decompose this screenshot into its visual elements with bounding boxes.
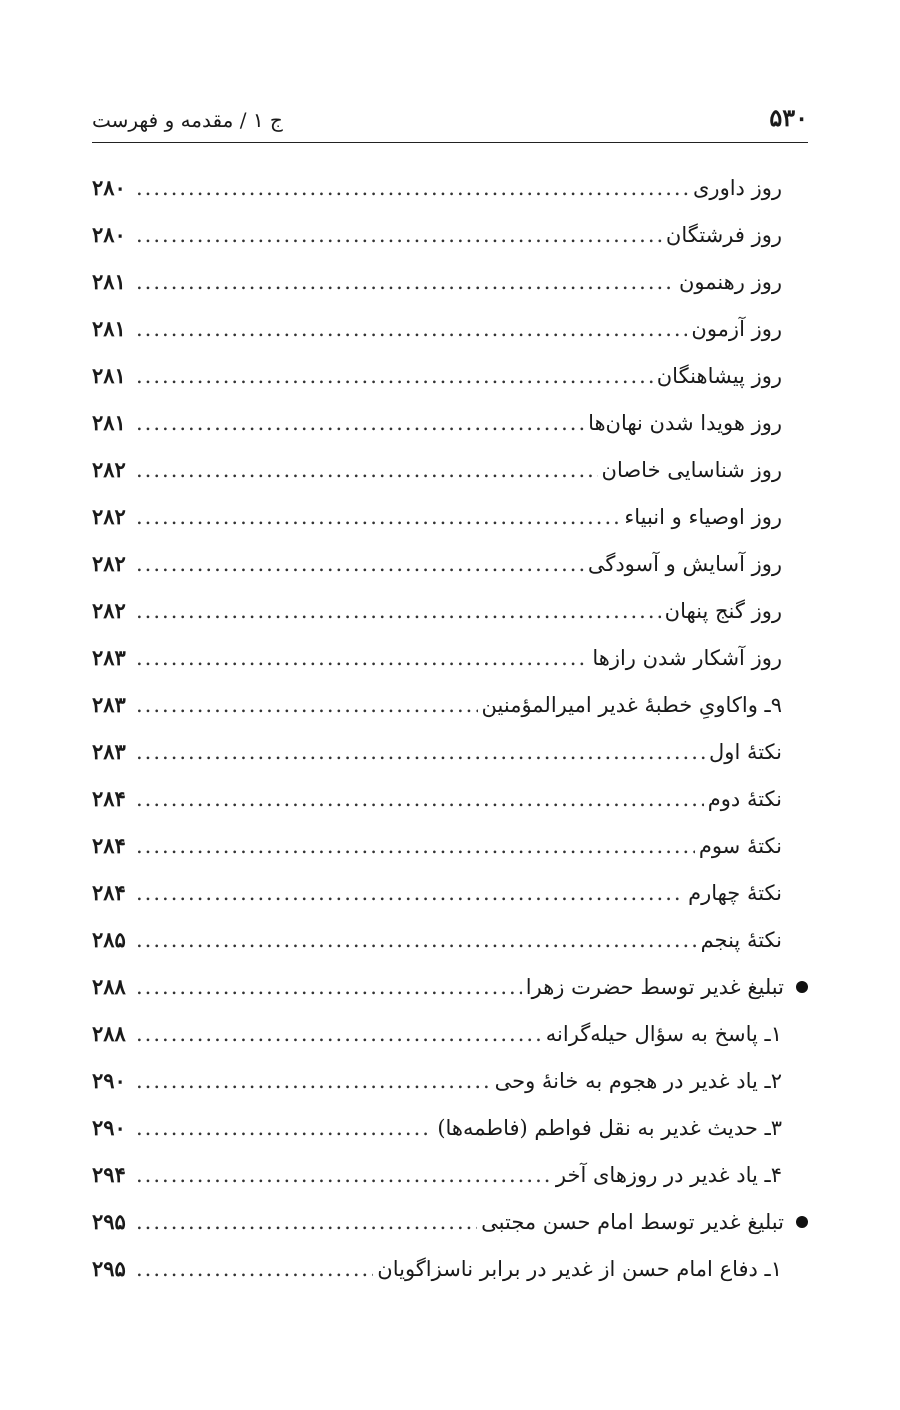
dot-leader <box>136 1257 373 1281</box>
toc-entry <box>92 728 782 775</box>
dot-leader <box>136 1069 491 1093</box>
toc-entry-label: نکتهٔ سوم <box>698 833 782 858</box>
toc-entry-label: تبلیغ غدیر توسط امام حسن مجتبی <box>481 1209 784 1234</box>
dot-leader <box>136 270 675 294</box>
page-number: ۵۳۰ <box>769 103 808 132</box>
dot-leader <box>136 928 697 952</box>
dot-leader <box>136 411 584 435</box>
toc-entry-page: ۲۸۱ <box>92 363 126 388</box>
toc-entry-page: ۲۸۰ <box>92 222 126 247</box>
toc-entry <box>92 822 782 869</box>
dot-leader <box>136 787 704 811</box>
dot-leader <box>136 1163 552 1187</box>
toc-entry-page: ۲۸۸ <box>92 974 126 999</box>
toc-entry <box>92 1104 782 1151</box>
toc-entry <box>92 634 782 681</box>
toc-entry-label: ۳ـ حدیث غدیر به نقل فواطم (فاطمه‌ها) <box>437 1115 782 1140</box>
toc-entry <box>92 258 782 305</box>
dot-leader <box>136 317 687 341</box>
toc-entry <box>92 1010 782 1057</box>
toc-entry-page: ۲۹۴ <box>92 1162 126 1187</box>
dot-leader <box>136 881 684 905</box>
toc-entry-page: ۲۸۵ <box>92 927 126 952</box>
toc-entry <box>92 587 782 634</box>
bullet-icon <box>796 1216 808 1228</box>
toc-entry <box>92 446 782 493</box>
toc-entry <box>92 399 782 446</box>
toc-entry <box>92 305 782 352</box>
toc-entry-label: روز داوری <box>692 175 782 200</box>
toc-entry-page: ۲۸۱ <box>92 410 126 435</box>
toc-entry-page: ۲۸۳ <box>92 692 126 717</box>
toc-entry <box>92 540 782 587</box>
toc-entry <box>92 1245 782 1292</box>
toc-entry-label: روز گنج پنهان <box>664 598 782 623</box>
toc-entry-label: تبلیغ غدیر توسط حضرت زهرا <box>525 974 784 999</box>
toc-entry-label: ۴ـ یاد غدیر در روزهای آخر <box>555 1162 782 1187</box>
toc-entry-label: روز آشکار شدن رازها <box>592 645 782 670</box>
toc-entry <box>92 869 782 916</box>
toc-entry-page: ۲۸۱ <box>92 269 126 294</box>
dot-leader <box>136 1022 542 1046</box>
toc-entry <box>92 916 782 963</box>
toc-entry-label: روز شناسایی خاصان <box>601 457 782 482</box>
bullet-icon <box>796 981 808 993</box>
toc-section-entry <box>92 963 782 1010</box>
dot-leader <box>136 646 588 670</box>
toc-entry-page: ۲۸۴ <box>92 880 126 905</box>
toc-entry-page: ۲۹۰ <box>92 1115 126 1140</box>
dot-leader <box>136 458 598 482</box>
toc-entry-label: روز رهنمون <box>678 269 782 294</box>
dot-leader <box>136 693 478 717</box>
dot-leader <box>136 176 689 200</box>
toc-entry-page: ۲۸۲ <box>92 598 126 623</box>
dot-leader <box>136 975 522 999</box>
page-header <box>92 96 808 132</box>
toc-entry <box>92 352 782 399</box>
toc-entry-label: روز پیشاهنگان <box>656 363 782 388</box>
toc-entry <box>92 1151 782 1198</box>
dot-leader <box>136 599 661 623</box>
dot-leader <box>136 1210 477 1234</box>
toc-section-entry <box>92 1198 782 1245</box>
toc-entry-label: نکتهٔ دوم <box>707 786 782 811</box>
toc-entry-label: نکتهٔ اول <box>709 739 782 764</box>
toc-entry-label: نکتهٔ چهارم <box>688 880 782 905</box>
toc-entry-label: روز آسایش و آسودگی <box>587 551 782 576</box>
toc-entry <box>92 775 782 822</box>
toc-entry-page: ۲۹۵ <box>92 1209 126 1234</box>
toc-entry-page: ۲۸۳ <box>92 739 126 764</box>
header-rule <box>92 142 808 143</box>
dot-leader <box>136 223 662 247</box>
running-title: ج ۱ / مقدمه و فهرست <box>92 108 283 132</box>
toc-entry-page: ۲۸۴ <box>92 833 126 858</box>
toc-entry-page: ۲۸۲ <box>92 551 126 576</box>
toc-entry <box>92 681 782 728</box>
toc-entry-label: ۲ـ یاد غدیر در هجوم به خانهٔ وحی <box>494 1068 782 1093</box>
toc-entry-page: ۲۸۰ <box>92 175 126 200</box>
toc-entry-page: ۲۸۲ <box>92 504 126 529</box>
table-of-contents <box>92 164 782 1292</box>
toc-entry-label: ۱ـ دفاع امام حسن از غدیر در برابر ناسزاگویان <box>377 1256 782 1281</box>
toc-entry-page: ۲۸۳ <box>92 645 126 670</box>
dot-leader <box>136 834 695 858</box>
toc-entry-page: ۲۸۸ <box>92 1021 126 1046</box>
dot-leader <box>136 1116 433 1140</box>
toc-entry-page: ۲۸۴ <box>92 786 126 811</box>
dot-leader <box>136 505 620 529</box>
toc-entry <box>92 493 782 540</box>
dot-leader <box>136 552 584 576</box>
toc-entry <box>92 164 782 211</box>
toc-entry-label: روز آزمون <box>691 316 782 341</box>
toc-entry-label: ۹ـ واکاویِ خطبهٔ غدیر امیرالمؤمنین <box>481 692 782 717</box>
dot-leader <box>136 740 705 764</box>
toc-entry-label: روز اوصیاء و انبیاء <box>624 504 782 529</box>
toc-entry-page: ۲۹۵ <box>92 1256 126 1281</box>
toc-entry-label: روز هویدا شدن نهان‌ها <box>588 410 782 435</box>
toc-entry-label: ۱ـ پاسخ به سؤال حیله‌گرانه <box>545 1021 782 1046</box>
toc-entry-page: ۲۸۱ <box>92 316 126 341</box>
toc-entry <box>92 211 782 258</box>
toc-entry-page: ۲۹۰ <box>92 1068 126 1093</box>
toc-entry-page: ۲۸۲ <box>92 457 126 482</box>
toc-entry <box>92 1057 782 1104</box>
toc-entry-label: روز فرشتگان <box>665 222 782 247</box>
toc-entry-label: نکتهٔ پنجم <box>700 927 782 952</box>
dot-leader <box>136 364 653 388</box>
